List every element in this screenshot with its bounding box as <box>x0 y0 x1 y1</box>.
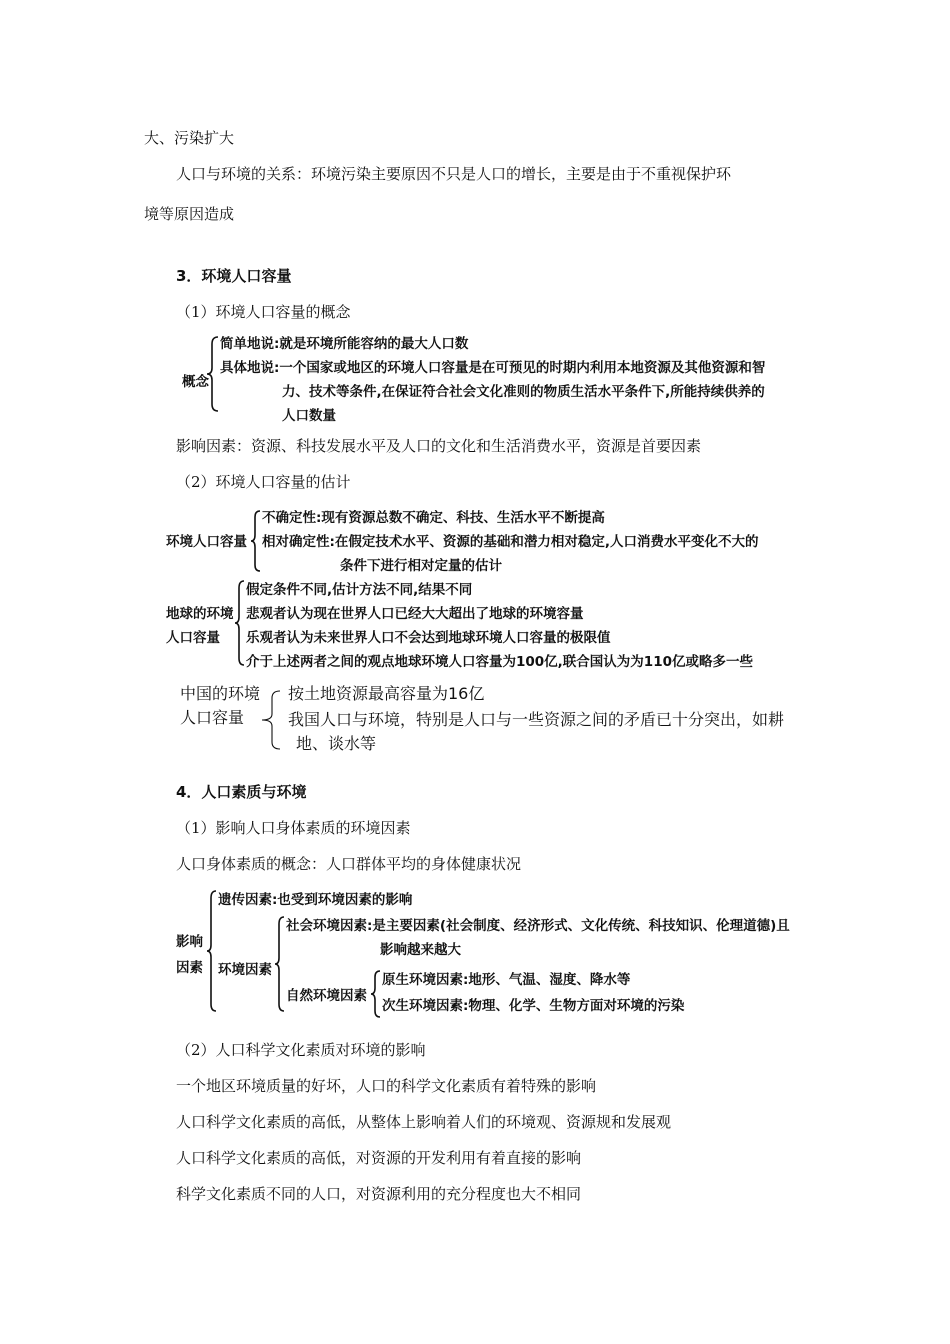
concept-simple: 简单地说:就是环境所能容纳的最大人口数 <box>220 336 469 352</box>
section-4-sub2: （2）人口科学文化素质对环境的影响 <box>176 1041 426 1059</box>
capacity-relative-line1: 相对确定性:在假定技术水平、资源的基础和潜力相对稳定,人口消费水平变化不大的 <box>262 534 759 550</box>
earth-item-1: 假定条件不同,估计方法不同,结果不同 <box>246 582 473 598</box>
social-factor-line2: 影响越来越大 <box>380 942 461 958</box>
section-3-title: 3．环境人口容量 <box>176 267 292 285</box>
earth-item-3: 乐观者认为未来世界人口不会达到地球环境人口容量的极限值 <box>246 630 611 646</box>
concept-brace <box>206 336 220 412</box>
factor-root-line1: 影响 <box>176 934 203 950</box>
secondary-env-factor: 次生环境因素:物理、化学、生物方面对环境的污染 <box>382 998 685 1014</box>
culture-line-1: 一个地区环境质量的好坏，人口的科学文化素质有着特殊的影响 <box>176 1077 597 1095</box>
china-root-line2: 人口容量 <box>180 708 245 727</box>
relation-text-line1: 人口与环境的关系：环境污染主要原因不只是人口的增长，主要是由于不重视保护环 <box>176 165 732 183</box>
body-quality-concept: 人口身体素质的概念：人口群体平均的身体健康状况 <box>176 855 522 873</box>
china-item-2-line1: 我国人口与环境，特别是人口与一些资源之间的矛盾已十分突出，如耕 <box>288 710 785 729</box>
culture-line-3: 人口科学文化素质的高低，对资源的开发利用有着直接的影响 <box>176 1149 582 1167</box>
capacity-relative-line2: 条件下进行相对定量的估计 <box>340 558 502 574</box>
section-3-sub2: （2）环境人口容量的估计 <box>176 473 351 491</box>
culture-line-2: 人口科学文化素质的高低，从整体上影响着人们的环境观、资源规和发展观 <box>176 1113 672 1131</box>
social-factor-line1: 社会环境因素:是主要因素(社会制度、经济形式、文化传统、科技知识、伦理道德)且 <box>286 918 790 934</box>
earth-root-line2: 人口容量 <box>166 630 220 646</box>
genetic-factor: 遗传因素:也受到环境因素的影响 <box>218 892 413 908</box>
factor-root-line2: 因素 <box>176 960 203 976</box>
earth-item-2: 悲观者认为现在世界人口已经大大超出了地球的环境容量 <box>246 606 584 622</box>
factor-brace <box>206 890 218 1012</box>
concept-specific-line1: 具体地说:一个国家或地区的环境人口容量是在可预见的时期内利用本地资源及其他资源和智 <box>220 360 766 376</box>
primary-env-factor: 原生环境因素:地形、气温、湿度、降水等 <box>382 972 631 988</box>
factors-text: 影响因素：资源、科技发展水平及人口的文化和生活消费水平，资源是首要因素 <box>176 437 702 455</box>
capacity-uncertain: 不确定性:现有资源总数不确定、科技、生活水平不断提高 <box>262 510 605 526</box>
natural-factor: 自然环境因素 <box>286 988 367 1004</box>
china-brace <box>260 690 282 750</box>
relation-text-line2: 境等原因造成 <box>144 205 235 223</box>
culture-line-4: 科学文化素质不同的人口，对资源利用的充分程度也大不相同 <box>176 1185 582 1203</box>
section-3-sub1: （1）环境人口容量的概念 <box>176 303 351 321</box>
china-root-line1: 中国的环境 <box>180 684 261 703</box>
concept-specific-line2: 力、技术等条件,在保证符合社会文化准则的物质生活水平条件下,所能持续供养的 <box>282 384 765 400</box>
capacity-root: 环境人口容量 <box>166 534 247 550</box>
section-heading-pollution: 大、污染扩大 <box>144 129 235 147</box>
natural-brace <box>370 970 382 1018</box>
env-factor: 环境因素 <box>218 962 272 978</box>
earth-root-line1: 地球的环境 <box>166 606 234 622</box>
env-brace <box>274 916 286 1012</box>
earth-item-4: 介于上述两者之间的观点地球环境人口容量为100亿,联合国认为为110亿或略多一些 <box>246 654 753 670</box>
china-item-2-line2: 地、谈水等 <box>296 734 377 753</box>
concept-specific-line3: 人口数量 <box>282 408 336 424</box>
section-4-sub1: （1）影响人口身体素质的环境因素 <box>176 819 411 837</box>
china-item-1: 按土地资源最高容量为16亿 <box>288 684 485 703</box>
concept-root: 概念 <box>182 374 209 390</box>
capacity-brace <box>250 510 262 572</box>
earth-brace <box>234 580 246 666</box>
section-4-title: 4．人口素质与环境 <box>176 783 307 801</box>
